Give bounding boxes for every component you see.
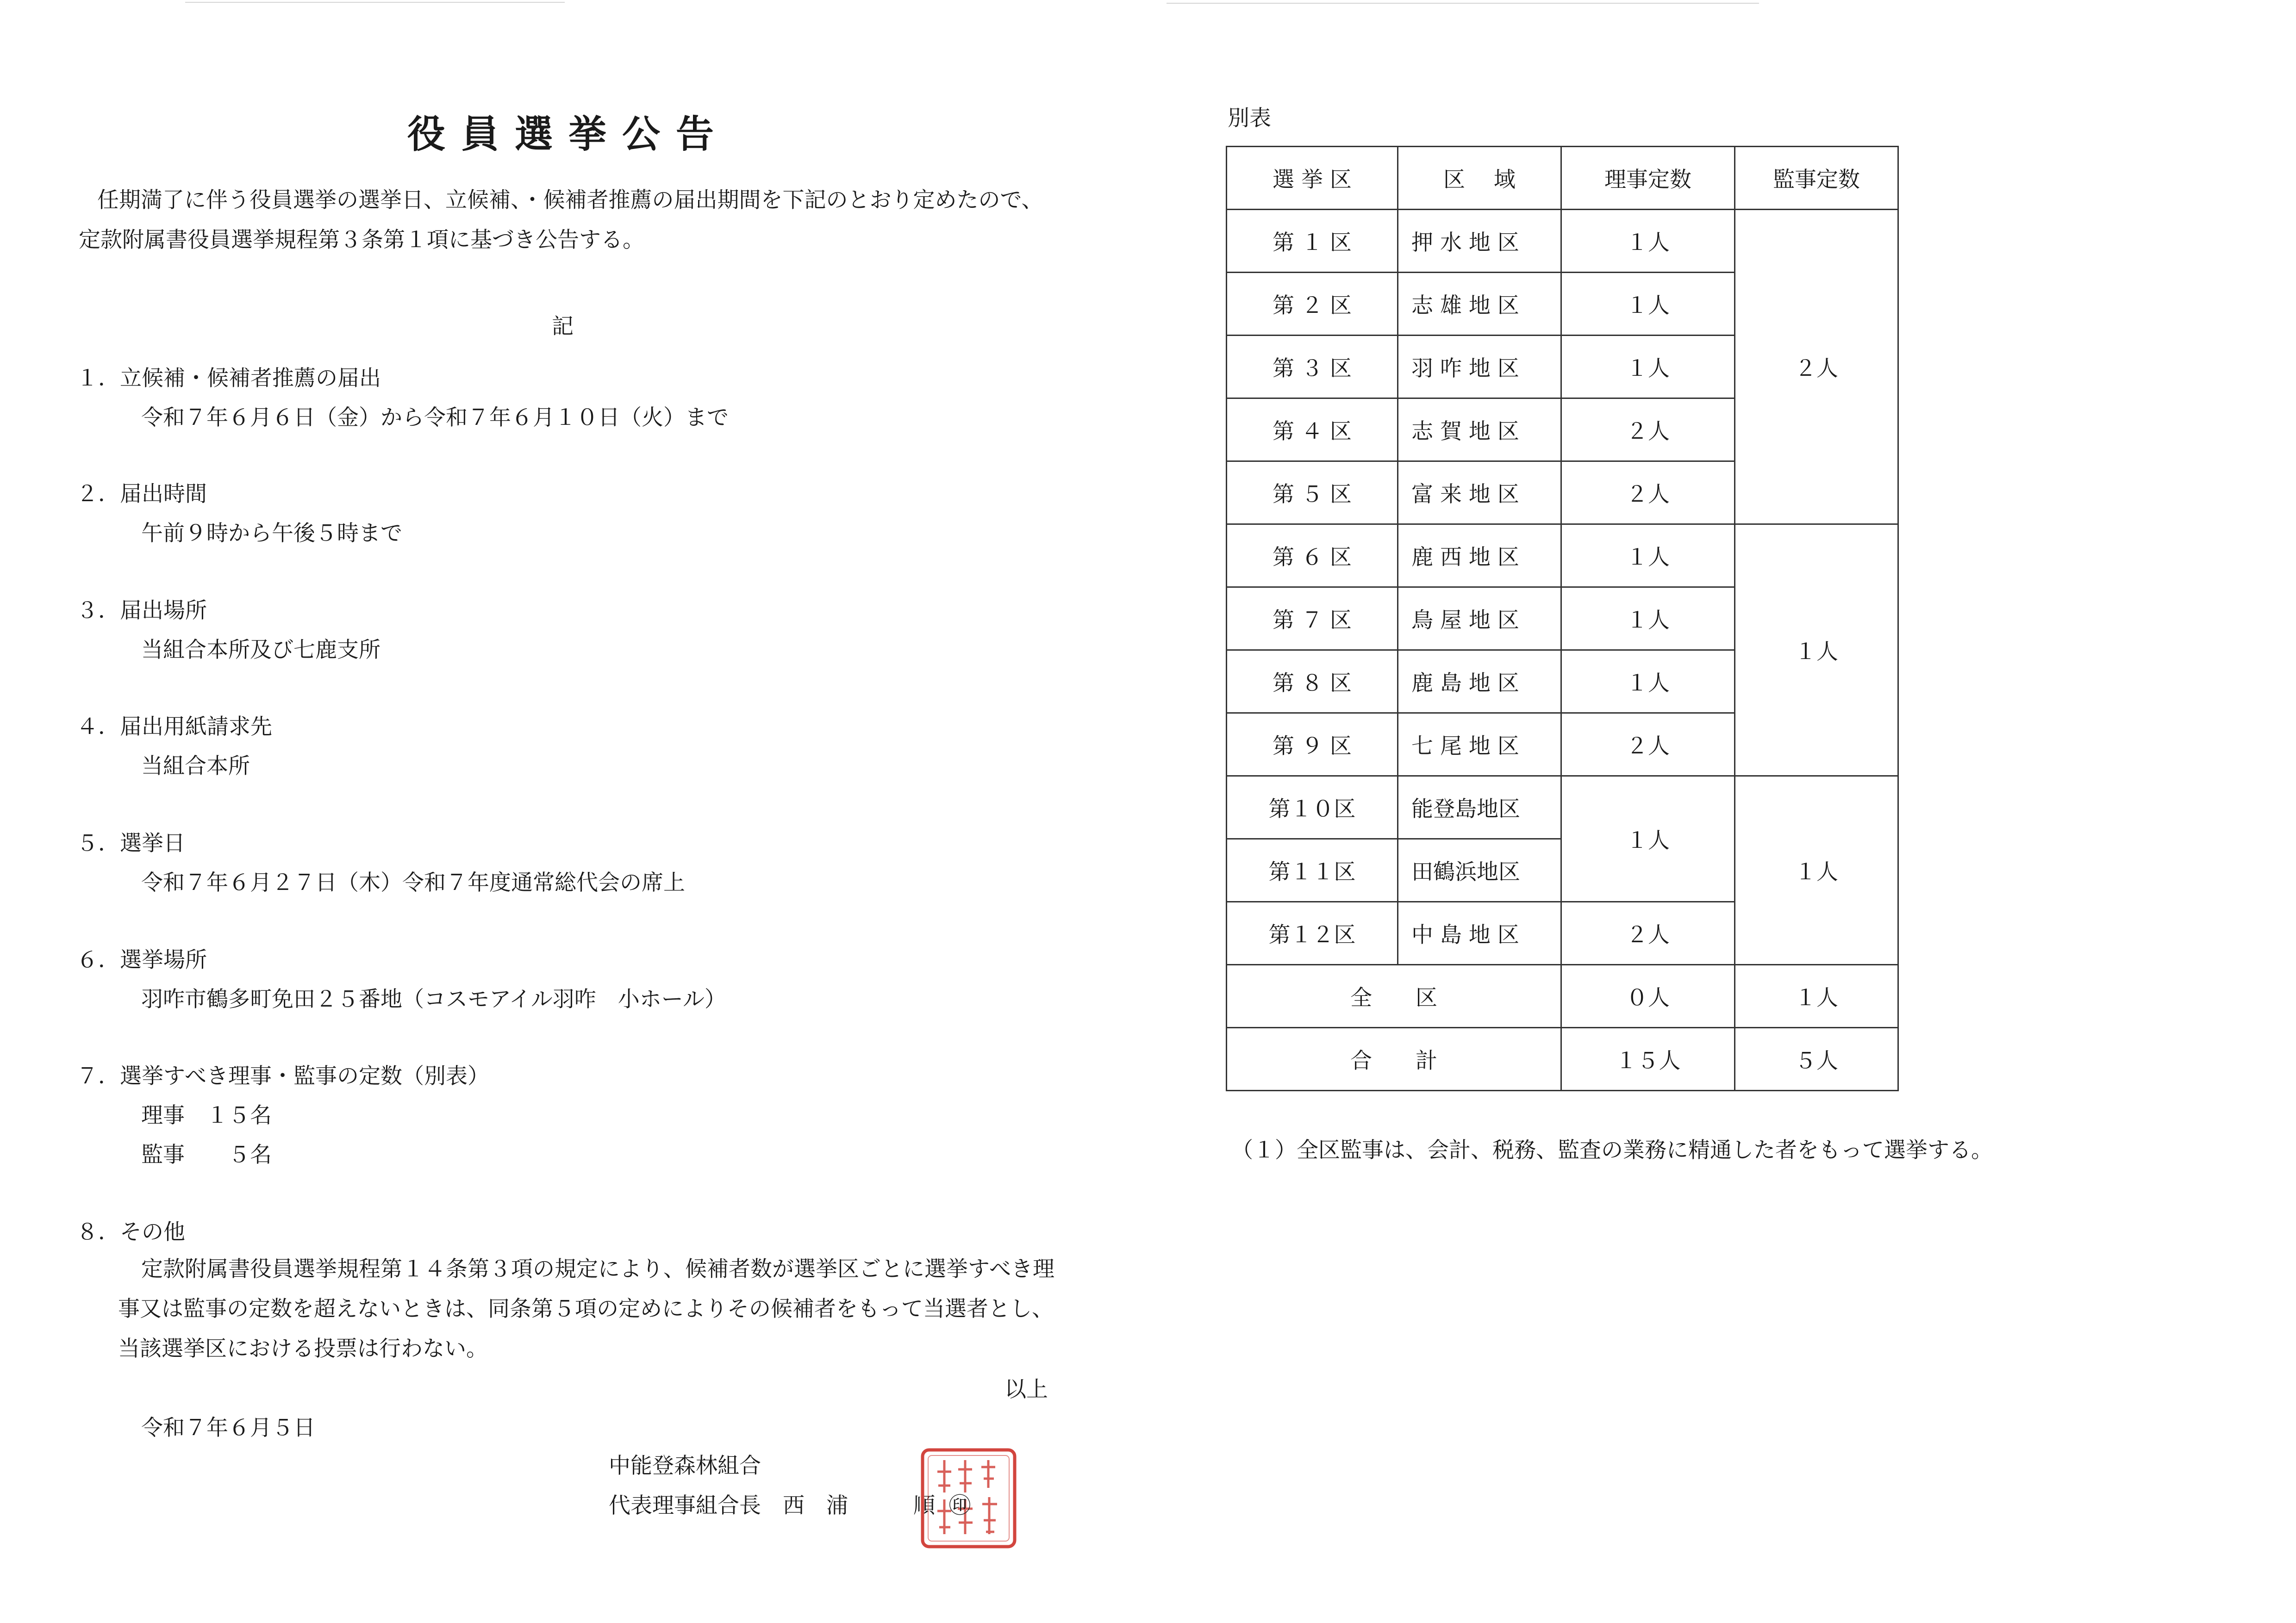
auditors-group-3: １人 (1735, 776, 1898, 965)
item-8-body: 定款附属書役員選挙規程第１４条第３項の規定により、候補者数が選挙区ごとに選挙すべき理事又は監事の定数を超えないときは、同条第５項の定めによりその候補者をもって当選者とし、当該選挙区における投票は行わない。 (118, 1256, 1055, 1362)
item-6-heading: ６．選挙場所 (76, 947, 207, 973)
directors-cell: １人 (1561, 336, 1735, 398)
item-5-heading: ５．選挙日 (76, 831, 185, 856)
area-cell: 田鶴浜地区 (1398, 839, 1561, 902)
item-8-heading: ８．その他 (76, 1219, 185, 1245)
directors-cell: １人 (1561, 524, 1735, 587)
district-cell: 第 ２ 区 (1227, 273, 1398, 336)
district-cell: 第 ３ 区 (1227, 336, 1398, 398)
header-district: 選 挙 区 (1227, 147, 1398, 210)
area-cell: 能登島地区 (1398, 776, 1561, 839)
all-district-row (1227, 965, 1898, 1028)
district-cell: 第 ５ 区 (1227, 461, 1398, 524)
area-cell: 鳥 屋 地 区 (1398, 587, 1561, 650)
district-cell: 第 １ 区 (1227, 210, 1398, 273)
appendix-label: 別表 (1228, 106, 1271, 131)
table-header-row (1227, 147, 1898, 210)
item-2-heading: ２．届出時間 (76, 481, 207, 507)
header-area: 区 域 (1398, 147, 1561, 210)
area-cell: 七 尾 地 区 (1398, 713, 1561, 776)
item-3-heading: ３．届出場所 (76, 598, 207, 623)
table-row (1227, 210, 1898, 273)
organization-name: 中能登森林組合 (609, 1453, 761, 1479)
header-directors: 理事定数 (1561, 147, 1735, 210)
district-cell: 第１１区 (1227, 839, 1398, 902)
item-2-body: 午前９時から午後５時まで (141, 521, 402, 546)
district-cell: 第 ９ 区 (1227, 713, 1398, 776)
auditors-group-1: ２人 (1735, 210, 1898, 524)
all-district-label: 全 区 (1227, 965, 1561, 1028)
all-district-directors: ０人 (1561, 965, 1735, 1028)
directors-cell: ２人 (1561, 902, 1735, 965)
item-1-heading: １．立候補・候補者推薦の届出 (76, 366, 381, 391)
intro-paragraph: 任期満了に伴う役員選挙の選挙日、立候補、・候補者推薦の届出期間を下記のとおり定めたので、定款附属書役員選挙規程第３条第１項に基づき公告する。 (79, 187, 1043, 253)
item-5-body: 令和７年６月２７日（木）令和７年度通常総代会の席上 (141, 870, 685, 895)
auditors-group-2: １人 (1735, 524, 1898, 776)
total-label: 合 計 (1227, 1028, 1561, 1091)
area-cell: 羽 咋 地 区 (1398, 336, 1561, 398)
notice-date: 令和７年６月５日 (141, 1415, 315, 1441)
total-directors: １５人 (1561, 1028, 1735, 1091)
quota-table (1226, 146, 1899, 1091)
header-auditors: 監事定数 (1735, 147, 1898, 210)
table-row (1227, 524, 1898, 587)
item-1-body: 令和７年６月６日（金）から令和７年６月１０日（火）まで (141, 405, 729, 430)
item-7-body-directors: 理事 １５名 (141, 1103, 272, 1128)
directors-cell: １人 (1561, 210, 1735, 273)
page-title: 役員選挙公告 (407, 112, 730, 156)
area-cell: 志 賀 地 区 (1398, 398, 1561, 461)
directors-cell: １人 (1561, 273, 1735, 336)
area-cell: 鹿 島 地 区 (1398, 650, 1561, 713)
district-cell: 第 ４ 区 (1227, 398, 1398, 461)
item-3-body: 当組合本所及び七鹿支所 (141, 637, 381, 663)
directors-cell: １人 (1561, 587, 1735, 650)
area-cell: 志 雄 地 区 (1398, 273, 1561, 336)
closing-ijo: 以上 (1004, 1377, 1048, 1402)
district-cell: 第１２区 (1227, 902, 1398, 965)
area-cell: 富 来 地 区 (1398, 461, 1561, 524)
item-7-body-auditors: 監事 ５名 (141, 1142, 272, 1168)
seal-mark: ㊞ (949, 1493, 971, 1518)
table-row (1227, 776, 1898, 839)
directors-cell: １人 (1561, 650, 1735, 713)
item-7-heading: ７．選挙すべき理事・監事の定数（別表） (76, 1063, 490, 1089)
district-cell: 第１０区 (1227, 776, 1398, 839)
total-auditors: ５人 (1735, 1028, 1898, 1091)
district-cell: 第 ６ 区 (1227, 524, 1398, 587)
item-4-heading: ４．届出用紙請求先 (76, 714, 272, 740)
item-6-body: 羽咋市鶴多町免田２５番地（コスモアイル羽咋 小ホール） (141, 987, 726, 1012)
area-cell: 鹿 西 地 区 (1398, 524, 1561, 587)
scan-line-top-right (1167, 3, 1759, 4)
ki-heading: 記 (552, 314, 574, 339)
district-cell: 第 ８ 区 (1227, 650, 1398, 713)
directors-merged-cell: １人 (1561, 776, 1735, 902)
representative-name: 代表理事組合長 西 浦 順 (609, 1493, 935, 1518)
area-cell: 中 島 地 区 (1398, 902, 1561, 965)
directors-cell: ２人 (1561, 713, 1735, 776)
all-district-auditors: １人 (1735, 965, 1898, 1028)
area-cell: 押 水 地 区 (1398, 210, 1561, 273)
directors-cell: ２人 (1561, 461, 1735, 524)
total-row (1227, 1028, 1898, 1091)
district-cell: 第 ７ 区 (1227, 587, 1398, 650)
scan-line-top-left (185, 2, 565, 3)
item-4-body: 当組合本所 (141, 753, 250, 779)
table-note: （１）全区監事は、会計、税務、監査の業務に精通した者をもって選挙する。 (1231, 1138, 1993, 1163)
directors-cell: ２人 (1561, 398, 1735, 461)
